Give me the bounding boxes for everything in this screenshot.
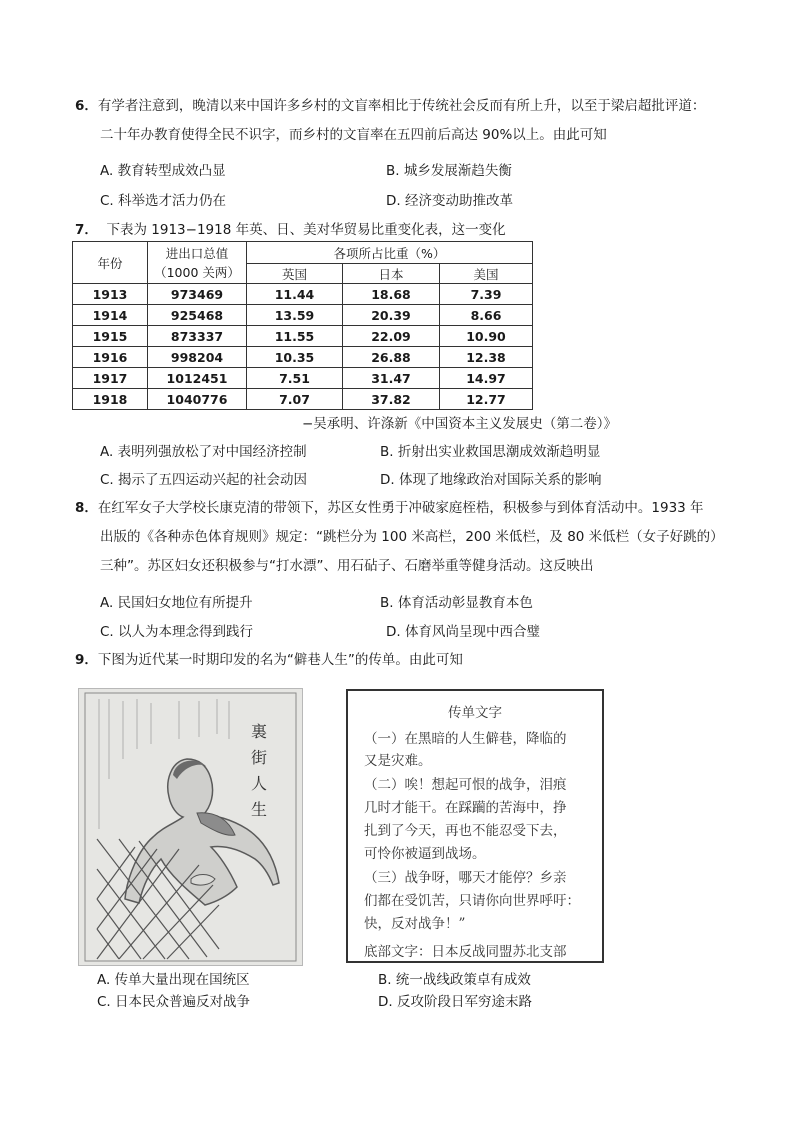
cell-year: 1913 bbox=[73, 284, 148, 305]
cell-year: 1914 bbox=[73, 305, 148, 326]
q8-stem-line1: 在红军女子大学校长康克清的带领下，苏区女性勇于冲破家庭桎梏，积极参与到体育活动中。1933 年 bbox=[97, 500, 704, 516]
cell-britain: 10.35 bbox=[247, 347, 343, 368]
q7-stem: 下表为 1913−1918 年英、日、美对华贸易比重变化表，这一变化 bbox=[106, 222, 506, 238]
leaflet-text-line-6: 可怜你被逼到战场。 bbox=[364, 846, 486, 862]
header-usa: 美国 bbox=[440, 264, 533, 284]
cell-total: 1012451 bbox=[148, 368, 247, 389]
table-row bbox=[73, 347, 533, 368]
cell-japan: 20.39 bbox=[343, 305, 440, 326]
table-row bbox=[73, 368, 533, 389]
q9-option-a[interactable]: A. 传单大量出现在国统区 bbox=[97, 972, 250, 988]
table-row bbox=[73, 284, 533, 305]
q9-stem: 下图为近代某一时期印发的名为“僻巷人生”的传单。由此可知 bbox=[97, 652, 463, 668]
q8-option-a[interactable]: A. 民国妇女地位有所提升 bbox=[100, 595, 253, 611]
q7-option-c[interactable]: C. 揭示了五四运动兴起的社会动因 bbox=[100, 472, 308, 488]
leaflet-text-footer: 底部文字：日本反战同盟苏北支部 bbox=[364, 944, 567, 960]
cell-britain: 13.59 bbox=[247, 305, 343, 326]
cell-usa: 12.38 bbox=[440, 347, 533, 368]
q9-option-c[interactable]: C. 日本民众普遍反对战争 bbox=[97, 994, 251, 1010]
leaflet-text-line-8: 们都在受饥苦，只请你向世界呼吁： bbox=[364, 893, 580, 909]
q9-line bbox=[75, 651, 463, 669]
leaflet-text-line-5: 扎到了今天，再也不能忍受下去， bbox=[364, 823, 567, 839]
leaflet-text-line-2: 又是灾难。 bbox=[364, 753, 432, 769]
leaflet-drawing bbox=[79, 689, 302, 965]
cell-year: 1918 bbox=[73, 389, 148, 410]
cell-total: 998204 bbox=[148, 347, 247, 368]
leaflet-text-line-1: （一）在黑暗的人生僻巷，降临的 bbox=[364, 731, 567, 747]
cell-britain: 7.51 bbox=[247, 368, 343, 389]
cell-japan: 18.68 bbox=[343, 284, 440, 305]
cell-total: 925468 bbox=[148, 305, 247, 326]
cell-britain: 11.55 bbox=[247, 326, 343, 347]
cell-japan: 22.09 bbox=[343, 326, 440, 347]
q6-option-a[interactable]: A. 教育转型成效凸显 bbox=[100, 163, 226, 179]
cell-year: 1915 bbox=[73, 326, 148, 347]
cell-usa: 14.97 bbox=[440, 368, 533, 389]
q9-option-d[interactable]: D. 反攻阶段日军穷途末路 bbox=[378, 994, 532, 1010]
q7-option-a[interactable]: A. 表明列强放松了对中国经济控制 bbox=[100, 444, 307, 460]
q8-line1 bbox=[75, 499, 704, 517]
cell-britain: 11.44 bbox=[247, 284, 343, 305]
header-total bbox=[148, 242, 247, 284]
q8-option-b[interactable]: B. 体育活动彰显教育本色 bbox=[380, 595, 533, 611]
q6-number: 6． bbox=[75, 98, 98, 114]
cell-usa: 8.66 bbox=[440, 305, 533, 326]
q6-option-d[interactable]: D. 经济变动助推改革 bbox=[386, 193, 513, 209]
leaflet-title-char-1: 裏 bbox=[251, 722, 268, 741]
q9-number: 9． bbox=[75, 652, 98, 668]
header-japan: 日本 bbox=[343, 264, 440, 284]
table-row bbox=[73, 326, 533, 347]
leaflet-title-char-2: 街 bbox=[251, 748, 268, 767]
table-row bbox=[73, 305, 533, 326]
table-row bbox=[73, 389, 533, 410]
trade-share-table bbox=[72, 241, 533, 410]
q8-stem-line3: 三种”。苏区妇女还积极参与“打水漂”、用石砧子、石磨举重等健身活动。这反映出 bbox=[100, 558, 594, 574]
leaflet-text-box bbox=[346, 689, 604, 963]
leaflet-text-title: 传单文字 bbox=[448, 705, 502, 721]
q7-number: 7． bbox=[75, 222, 98, 238]
leaflet-text-line-3: （二）唉！想起可恨的战争，泪痕 bbox=[364, 777, 567, 793]
q7-option-b[interactable]: B. 折射出实业救国思潮成效渐趋明显 bbox=[380, 444, 601, 460]
leaflet-text-line-7: （三）战争呀，哪天才能停？乡亲 bbox=[364, 870, 567, 886]
q7-line bbox=[75, 221, 506, 239]
q6-stem-line1: 有学者注意到，晚清以来中国许多乡村的文盲率相比于传统社会反而有所上升，以至于梁启超批评道： bbox=[97, 98, 706, 114]
q6-stem-line2: 二十年办教育使得全民不识字，而乡村的文盲率在五四前后高达 90%以上。由此可知 bbox=[100, 127, 607, 143]
q6-option-c[interactable]: C. 科举选才活力仍在 bbox=[100, 193, 227, 209]
cell-total: 1040776 bbox=[148, 389, 247, 410]
cell-usa: 12.77 bbox=[440, 389, 533, 410]
leaflet-text-line-9: 快，反对战争！” bbox=[364, 916, 466, 932]
q8-stem-line2: 出版的《各种赤色体育规则》规定：“跳栏分为 100 米高栏，200 米低栏，及 80 米低栏（女子好跳的） bbox=[100, 529, 724, 545]
cell-total: 873337 bbox=[148, 326, 247, 347]
q8-option-c[interactable]: C. 以人为本理念得到践行 bbox=[100, 624, 254, 640]
cell-year: 1917 bbox=[73, 368, 148, 389]
q9-option-b[interactable]: B. 统一战线政策卓有成效 bbox=[378, 972, 531, 988]
cell-usa: 10.90 bbox=[440, 326, 533, 347]
leaflet-title-char-3: 人 bbox=[251, 774, 268, 793]
q6-option-b[interactable]: B. 城乡发展渐趋失衡 bbox=[386, 163, 512, 179]
leaflet-text-line-4: 几时才能干。在踩躏的苦海中，挣 bbox=[364, 800, 567, 816]
cell-japan: 37.82 bbox=[343, 389, 440, 410]
q7-source: −吴承明、许涤新《中国资本主义发展史（第二卷）》 bbox=[302, 416, 618, 432]
cell-year: 1916 bbox=[73, 347, 148, 368]
q8-option-d[interactable]: D. 体育风尚呈现中西合璧 bbox=[386, 624, 540, 640]
q6-line1 bbox=[75, 97, 705, 115]
leaflet-illustration bbox=[78, 688, 303, 966]
header-total-line2: （1000 关两） bbox=[154, 264, 240, 280]
cell-japan: 26.88 bbox=[343, 347, 440, 368]
cell-total: 973469 bbox=[148, 284, 247, 305]
q7-option-d[interactable]: D. 体现了地缘政治对国际关系的影响 bbox=[380, 472, 602, 488]
cell-japan: 31.47 bbox=[343, 368, 440, 389]
header-total-line1: 进出口总值 bbox=[165, 245, 229, 261]
leaflet-title-char-4: 生 bbox=[251, 800, 268, 819]
cell-usa: 7.39 bbox=[440, 284, 533, 305]
header-year: 年份 bbox=[73, 242, 148, 284]
cell-britain: 7.07 bbox=[247, 389, 343, 410]
q8-number: 8． bbox=[75, 500, 98, 516]
header-share: 各项所占比重（%） bbox=[247, 242, 533, 264]
header-britain: 英国 bbox=[247, 264, 343, 284]
